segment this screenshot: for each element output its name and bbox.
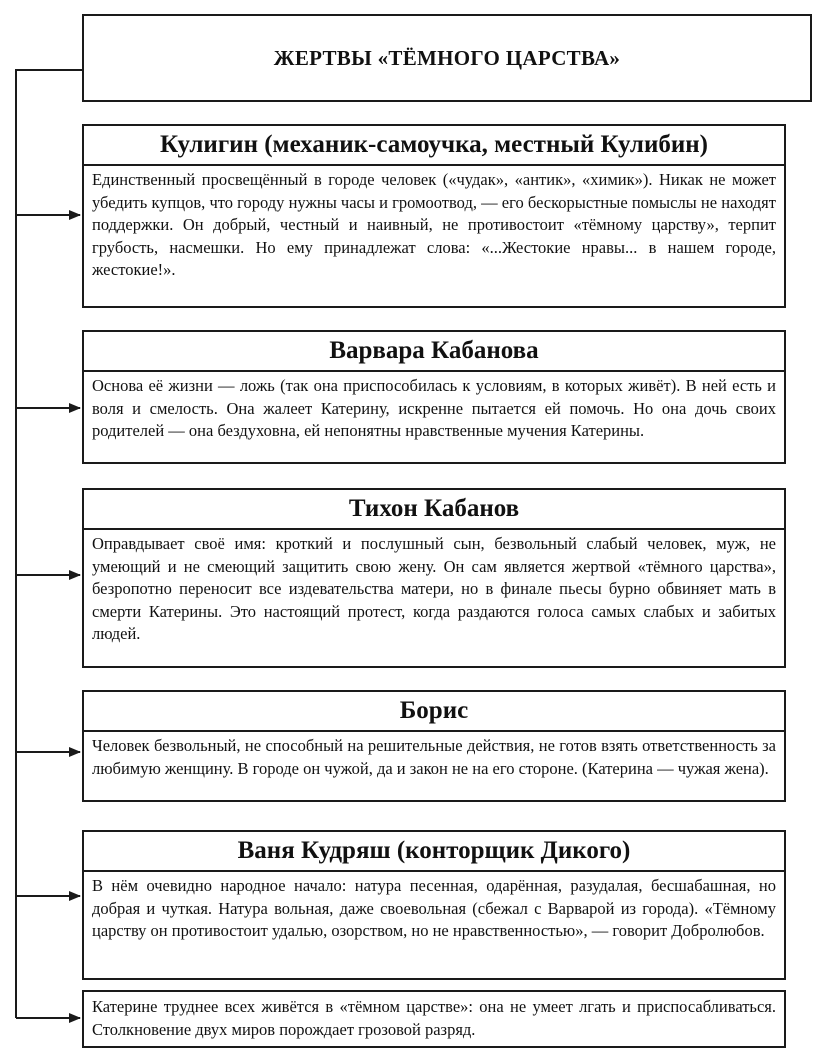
card-tikhon: [82, 488, 786, 668]
card-kudryash-heading: Ваня Кудряш (конторщик Дикого): [84, 832, 784, 872]
card-boris-text: Человек безвольный, не способный на решительные действия, не готов взять ответственность за любимую женщину. В городе он чужой, да и закон не на его стороне. (Катерина — чужая жена).: [92, 736, 776, 778]
card-tikhon-text: Оправдывает своё имя: кроткий и послушный сын, безвольный слабый человек, муж, не умеющий и не смеющий защитить свою жену. Он сам является жертвой «тёмного царства», безропотно переносит все издевательства матери, но в финале пьесы бурно обвиняет мать в смерти Катерины. Это настоящий протест, когда раздаются голоса самых слабых и забитых людей.: [92, 534, 776, 644]
diagram-title: ЖЕРТВЫ «ТЁМНОГО ЦАРСТВА»: [82, 14, 812, 102]
card-boris: [82, 690, 786, 802]
card-kuligin: [82, 124, 786, 308]
card-varvara: [82, 330, 786, 464]
card-varvara-heading: Варвара Кабанова: [84, 332, 784, 372]
card-varvara-text: Основа её жизни — ложь (так она приспособилась к условиям, в которых живёт). В ней есть и воля и смелость. Она жалеет Катерину, искренне пытается ей помочь. Но она дочь своих родителей — она бездуховна, ей непонятны нравственные мучения Катерины.: [92, 376, 776, 441]
card-kudryash: [82, 830, 786, 980]
card-katerina-note: [82, 990, 786, 1048]
katerina-note-text: Катерине труднее всех живётся в «тёмном царстве»: она не умеет лгать и приспосабливаться. Столкновение двух миров порождает грозовой разряд.: [92, 997, 776, 1039]
card-kudryash-text: В нём очевидно народное начало: натура песенная, одарённая, разудалая, бесшабашная, но добрая и чуткая. Натура вольная, даже своевольная (сбежал с Варварой из города). «Тёмному царству он противостоит удалью, озорством, но не нравственностью», — говорит Добролюбов.: [92, 876, 776, 941]
card-kuligin-heading: Кулигин (механик-самоучка, местный Кулибин): [84, 126, 784, 166]
card-kuligin-text: Единственный просвещённый в городе человек («чудак», «антик», «химик»). Никак не может убедить купцов, что городу нужны часы и громоотвод, — его бескорыстные помыслы не находят поддержки. Он добрый, честный и наивный, не противостоит «тёмному царству», терпит грубость, насмешки. Но ему принадлежат слова: «...Жестокие нравы... в нашем городе, жестокие!».: [92, 170, 776, 280]
card-boris-heading: Борис: [84, 692, 784, 732]
card-tikhon-heading: Тихон Кабанов: [84, 490, 784, 530]
